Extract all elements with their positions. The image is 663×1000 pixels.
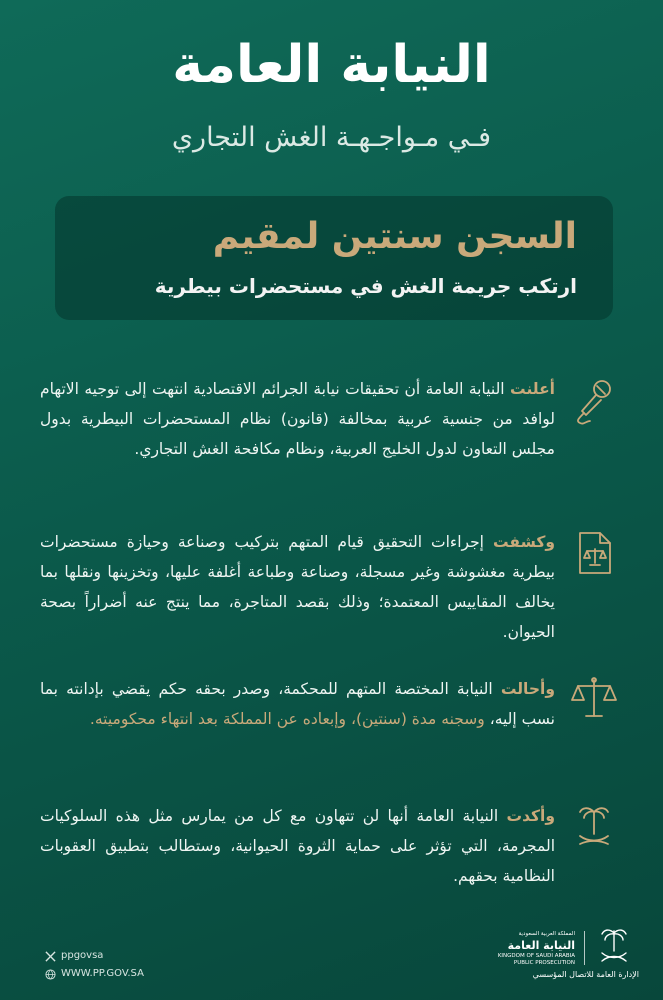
section-text: النيابة العامة أنها لن تتهاون مع كل من يمارس مثل هذه السلوكيات المجرمة، التي تؤثر على حماية الثروة الحيوانية، وستطالب بتطبيق العقوبات النظامية بحقهم. <box>40 807 555 885</box>
x-icon <box>45 951 56 962</box>
footer-contacts <box>45 947 144 983</box>
section-lead: وأكدت <box>506 807 555 825</box>
social-row[interactable] <box>45 947 144 965</box>
section-text: إجراءات التحقيق قيام المتهم بتركيب وصناعة وحيازة مستحضرات بيطرية مغشوشة وغير مسجلة، وصناعة وطباعة أغلفة عليها، وتخزينها ونقلها بما يخالف المقاييس المعتمدة؛ وذلك بقصد المتاجرة، مما ينتج عنه أضراراً بصحة الحيوان. <box>40 533 555 641</box>
org-name-arabic: المملكة العربية السعودية النيابة العامة <box>507 931 575 952</box>
section-lead: وكشفت <box>493 533 555 551</box>
page-title: النيابة العامة <box>172 35 491 95</box>
section-lead: وأحالت <box>500 680 555 698</box>
organization-logo <box>473 925 643 985</box>
palm-swords-icon <box>568 800 620 852</box>
org-name-english: KINGDOM OF SAUDI ARABIA PUBLIC PROSECUTION <box>497 953 575 966</box>
headline-banner <box>55 196 613 320</box>
department-name: الإدارة العامة للاتصال المؤسسي <box>532 970 639 979</box>
section-warning <box>40 801 555 891</box>
logo-divider <box>584 931 585 965</box>
page-subtitle: فـي مـواجـهـة الغش التجاري <box>171 122 492 153</box>
scales-icon <box>568 672 620 724</box>
document-scales-icon <box>568 527 620 579</box>
banner-subheadline: ارتكب جريمة الغش في مستحضرات بيطرية <box>154 274 577 298</box>
section-lead: أعلنت <box>510 380 555 398</box>
section-investigation <box>40 527 555 647</box>
website-row[interactable] <box>45 965 144 983</box>
section-highlight: وسجنه مدة (سنتين)، وإبعاده عن المملكة بعد انتهاء محكوميته. <box>89 710 485 728</box>
section-announcement <box>40 374 555 464</box>
section-verdict <box>40 674 555 734</box>
microphone-icon <box>568 375 620 427</box>
section-text: النيابة المختصة المتهم للمحكمة، وصدر بحقه حكم يقضي بإدانته بما نسب إليه، <box>40 680 555 728</box>
social-handle[interactable]: ppgovsa <box>61 950 104 961</box>
website-link[interactable]: WWW.PP.GOV.SA <box>61 968 144 979</box>
saudi-emblem-icon <box>593 925 635 967</box>
globe-icon <box>45 969 56 980</box>
section-text: النيابة العامة أن تحقيقات نيابة الجرائم الاقتصادية انتهت إلى توجيه الاتهام لوافد من جنسية عربية بمخالفة (قانون) نظام المستحضرات البيطرية بدول مجلس التعاون لدول الخليج العربية، ونظام مكافحة الغش التجاري. <box>40 380 555 458</box>
banner-headline: السجن سنتين لمقيم <box>212 216 577 257</box>
